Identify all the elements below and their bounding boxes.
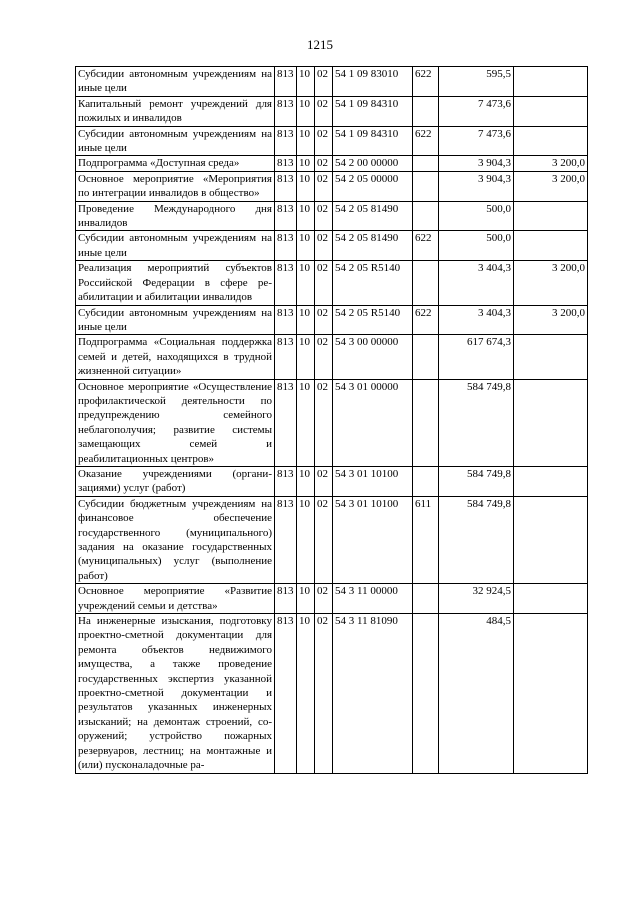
target-code: 54 2 00 00000 [333,156,413,171]
section-code: 10 [297,67,315,97]
amount-1: 500,0 [439,231,514,261]
row-name: Субсидии бюджетным учреждениям на финансовое обеспечение государственного (муниципального) задания на оказание государственных (муниципальных) услуг (выполнение работ) [76,496,275,583]
amount-2 [514,466,588,496]
subsection-code: 02 [315,201,333,231]
subsection-code: 02 [315,261,333,305]
subsection-code: 02 [315,335,333,379]
section-code: 10 [297,126,315,156]
ministry-code: 813 [275,584,297,614]
section-code: 10 [297,584,315,614]
subsection-code: 02 [315,231,333,261]
expense-type-code: 622 [413,67,439,97]
subsection-code: 02 [315,305,333,335]
target-code: 54 3 00 00000 [333,335,413,379]
section-code: 10 [297,261,315,305]
ministry-code: 813 [275,261,297,305]
expense-type-code [413,466,439,496]
table-row [76,156,588,171]
table-row [76,96,588,126]
expense-type-code [413,261,439,305]
subsection-code: 02 [315,379,333,466]
table-row [76,305,588,335]
target-code: 54 2 05 81490 [333,201,413,231]
section-code: 10 [297,614,315,773]
table-row [76,67,588,97]
row-name: Основное мероприятие «Осуществление профилактической деятельности по предупреждению семейного неблагополучия; развитие системы замещающих семей и реабилитационных центров» [76,379,275,466]
section-code: 10 [297,305,315,335]
expense-type-code [413,171,439,201]
ministry-code: 813 [275,67,297,97]
ministry-code: 813 [275,466,297,496]
subsection-code: 02 [315,584,333,614]
target-code: 54 3 01 10100 [333,466,413,496]
amount-2: 3 200,0 [514,171,588,201]
subsection-code: 02 [315,96,333,126]
row-name: Проведение Международного дня инвалидов [76,201,275,231]
ministry-code: 813 [275,614,297,773]
row-name: Оказание учреждениями (организациями) услуг (работ) [76,466,275,496]
expense-type-code [413,614,439,773]
table-row [76,379,588,466]
section-code: 10 [297,496,315,583]
subsection-code: 02 [315,614,333,773]
amount-2 [514,96,588,126]
section-code: 10 [297,335,315,379]
amount-1: 3 404,3 [439,261,514,305]
table-row [76,261,588,305]
amount-2 [514,201,588,231]
budget-table [75,66,588,774]
expense-type-code [413,96,439,126]
amount-2: 3 200,0 [514,156,588,171]
ministry-code: 813 [275,496,297,583]
row-name: На инженерные изыскания, подготовку проектно-сметной документации для ремонта объектов недвижимого имущества, а также проведение государственных экспертиз указанной проектно-сметной документации и результатов указанных инженерных изысканий; на демонтаж строений, сооружений; устройство пожарных резервуаров, лестниц; на монтажные и (или) пусконаладочные ра- [76,614,275,773]
ministry-code: 813 [275,231,297,261]
expense-type-code: 622 [413,231,439,261]
amount-1: 617 674,3 [439,335,514,379]
amount-2 [514,231,588,261]
amount-2 [514,496,588,583]
expense-type-code: 622 [413,126,439,156]
amount-1: 595,5 [439,67,514,97]
ministry-code: 813 [275,201,297,231]
table-row [76,231,588,261]
row-name: Субсидии автономным учреждениям на иные цели [76,67,275,97]
amount-1: 484,5 [439,614,514,773]
amount-1: 3 904,3 [439,156,514,171]
row-name: Основное мероприятие «Развитие учреждений семьи и детства» [76,584,275,614]
section-code: 10 [297,231,315,261]
section-code: 10 [297,156,315,171]
target-code: 54 1 09 84310 [333,126,413,156]
expense-type-code [413,584,439,614]
expense-type-code [413,335,439,379]
subsection-code: 02 [315,156,333,171]
section-code: 10 [297,96,315,126]
amount-1: 32 924,5 [439,584,514,614]
subsection-code: 02 [315,466,333,496]
amount-1: 7 473,6 [439,96,514,126]
target-code: 54 2 05 81490 [333,231,413,261]
amount-2 [514,584,588,614]
table-row [76,335,588,379]
amount-1: 500,0 [439,201,514,231]
expense-type-code: 611 [413,496,439,583]
expense-type-code [413,156,439,171]
section-code: 10 [297,201,315,231]
amount-2: 3 200,0 [514,305,588,335]
amount-2 [514,126,588,156]
subsection-code: 02 [315,67,333,97]
table-row [76,201,588,231]
ministry-code: 813 [275,126,297,156]
ministry-code: 813 [275,96,297,126]
target-code: 54 1 09 84310 [333,96,413,126]
amount-2: 3 200,0 [514,261,588,305]
target-code: 54 1 09 83010 [333,67,413,97]
target-code: 54 3 11 81090 [333,614,413,773]
section-code: 10 [297,379,315,466]
subsection-code: 02 [315,171,333,201]
target-code: 54 3 11 00000 [333,584,413,614]
amount-2 [514,379,588,466]
page-number: 1215 [307,37,333,52]
target-code: 54 2 05 R5140 [333,305,413,335]
row-name: Субсидии автономным учреждениям на иные цели [76,305,275,335]
table-row [76,614,588,773]
amount-1: 584 749,8 [439,496,514,583]
table-body [76,67,588,774]
row-name: Подпрограмма «Доступная среда» [76,156,275,171]
amount-1: 7 473,6 [439,126,514,156]
row-name: Основное мероприятие «Мероприятия по интеграции инвалидов в общество» [76,171,275,201]
expense-type-code [413,379,439,466]
amount-1: 3 904,3 [439,171,514,201]
target-code: 54 3 01 10100 [333,496,413,583]
row-name: Капитальный ремонт учреждений для пожилых и инвалидов [76,96,275,126]
table-row [76,584,588,614]
ministry-code: 813 [275,335,297,379]
ministry-code: 813 [275,305,297,335]
expense-type-code [413,201,439,231]
subsection-code: 02 [315,126,333,156]
section-code: 10 [297,171,315,201]
table-row [76,496,588,583]
amount-1: 584 749,8 [439,379,514,466]
row-name: Субсидии автономным учреждениям на иные цели [76,126,275,156]
target-code: 54 2 05 00000 [333,171,413,201]
table-row [76,466,588,496]
subsection-code: 02 [315,496,333,583]
expense-type-code: 622 [413,305,439,335]
row-name: Подпрограмма «Социальная поддержка семей и детей, находящихся в трудной жизненной ситуации» [76,335,275,379]
ministry-code: 813 [275,156,297,171]
amount-1: 584 749,8 [439,466,514,496]
amount-2 [514,614,588,773]
amount-2 [514,67,588,97]
table-row [76,126,588,156]
table-row [76,171,588,201]
ministry-code: 813 [275,379,297,466]
ministry-code: 813 [275,171,297,201]
row-name: Субсидии автономным учреждениям на иные цели [76,231,275,261]
amount-2 [514,335,588,379]
section-code: 10 [297,466,315,496]
target-code: 54 2 05 R5140 [333,261,413,305]
target-code: 54 3 01 00000 [333,379,413,466]
amount-1: 3 404,3 [439,305,514,335]
row-name: Реализация мероприятий субъектов Российской Федерации в сфере реабилитации и абилитации инвалидов [76,261,275,305]
